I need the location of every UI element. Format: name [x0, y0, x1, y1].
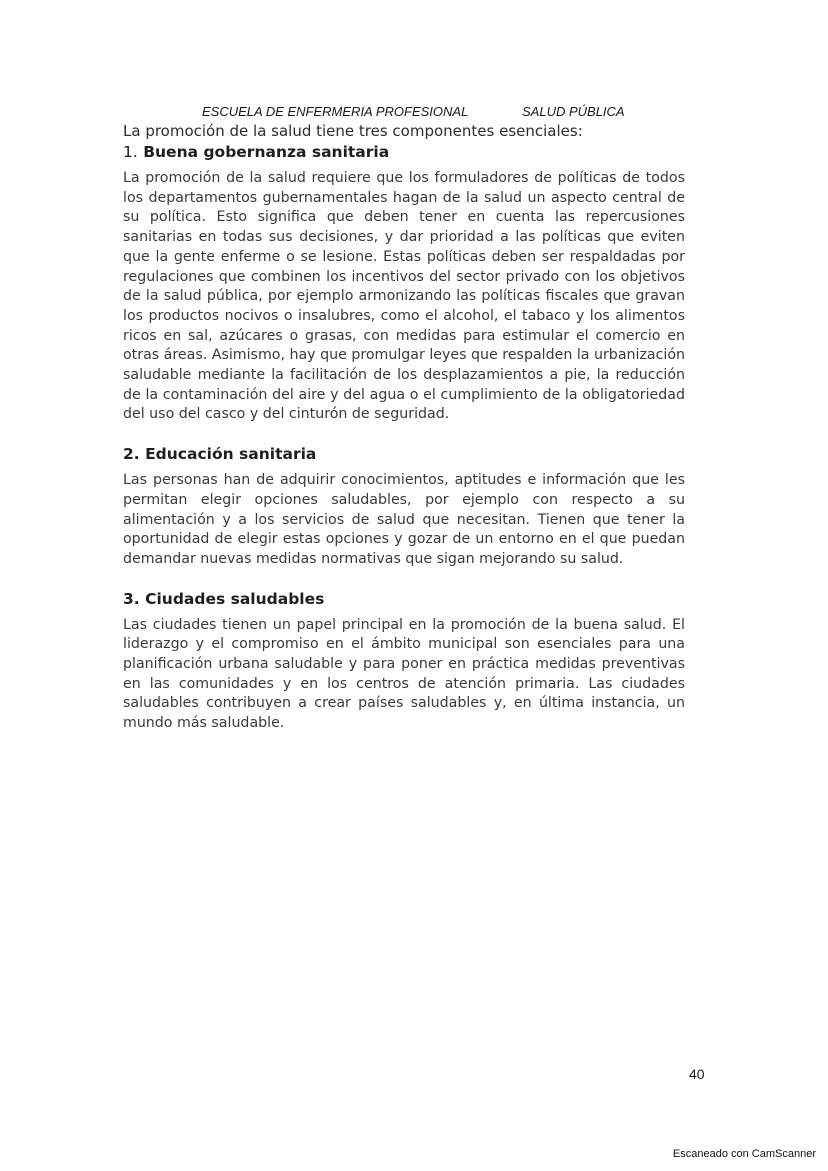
section-educacion [123, 443, 685, 570]
document-body [123, 121, 685, 734]
section-number: 2. [123, 445, 140, 464]
section-gobernanza [123, 141, 685, 425]
section-title [123, 141, 685, 163]
header-subject: SALUD PÚBLICA [522, 104, 625, 119]
section-number: 3. [123, 589, 140, 608]
page-number: 40 [689, 1066, 705, 1082]
section-title-text: Ciudades saludables [145, 589, 325, 608]
section-title-text: Buena gobernanza sanitaria [143, 143, 390, 161]
section-paragraph: Las personas han de adquirir conocimientos, aptitudes e información que les permitan elegir opciones saludables, por ejemplo con respecto a su alimentación y a los servicios de salud que necesitan. Tienen que tener la oportunidad de elegir estas opciones y gozar de un entorno en el que puedan demandar nuevas medidas normativas que sigan mejorando su salud. [123, 472, 685, 567]
section-ciudades [123, 588, 685, 734]
section-title [123, 588, 685, 610]
intro-text: La promoción de la salud tiene tres componentes esenciales: [123, 122, 583, 140]
scanner-watermark: Escaneado con CamScanner [672, 1148, 816, 1160]
header-school: ESCUELA DE ENFERMERIA PROFESIONAL [202, 104, 469, 119]
section-number: 1. [123, 143, 138, 161]
section-title [123, 443, 685, 465]
section-paragraph: Las ciudades tienen un papel principal en la promoción de la buena salud. El liderazgo y el compromiso en el ámbito municipal son esenciales para una planificación urbana saludable y para poner en práctica medidas preventivas en las comunidades y en los centros de atención primaria. Las ciudades saludables contribuyen a crear países saludables y, en última instancia, un mundo más saludable. [123, 616, 685, 732]
section-paragraph: La promoción de la salud requiere que los formuladores de políticas de todos los departamentos gubernamentales hagan de la salud un aspecto central de su política. Esto significa que deben tener en cuenta las repercusiones sanitarias en todas sus decisiones, y dar prioridad a las políticas que eviten que la gente enferme o se lesione. Estas políticas deben ser respaldadas por regulaciones que combinen los incentivos del sector privado con los objetivos de la salud pública, por ejemplo armonizando las políticas fiscales que gravan los productos nocivos o insalubres, como el alcohol, el tabaco y los alimentos ricos en sal, azúcares o grasas, con medidas para estimular el comercio en otras áreas. Asimismo, hay que promulgar leyes que respalden la urbanización saludable mediante la facilitación de los desplazamientos a pie, la reducción de la contaminación del aire y del agua o el cumplimiento de la obligatoriedad del uso del casco y del cinturón de seguridad. [123, 170, 685, 423]
section-title-text: Educación sanitaria [145, 445, 317, 464]
page-header [202, 104, 632, 119]
